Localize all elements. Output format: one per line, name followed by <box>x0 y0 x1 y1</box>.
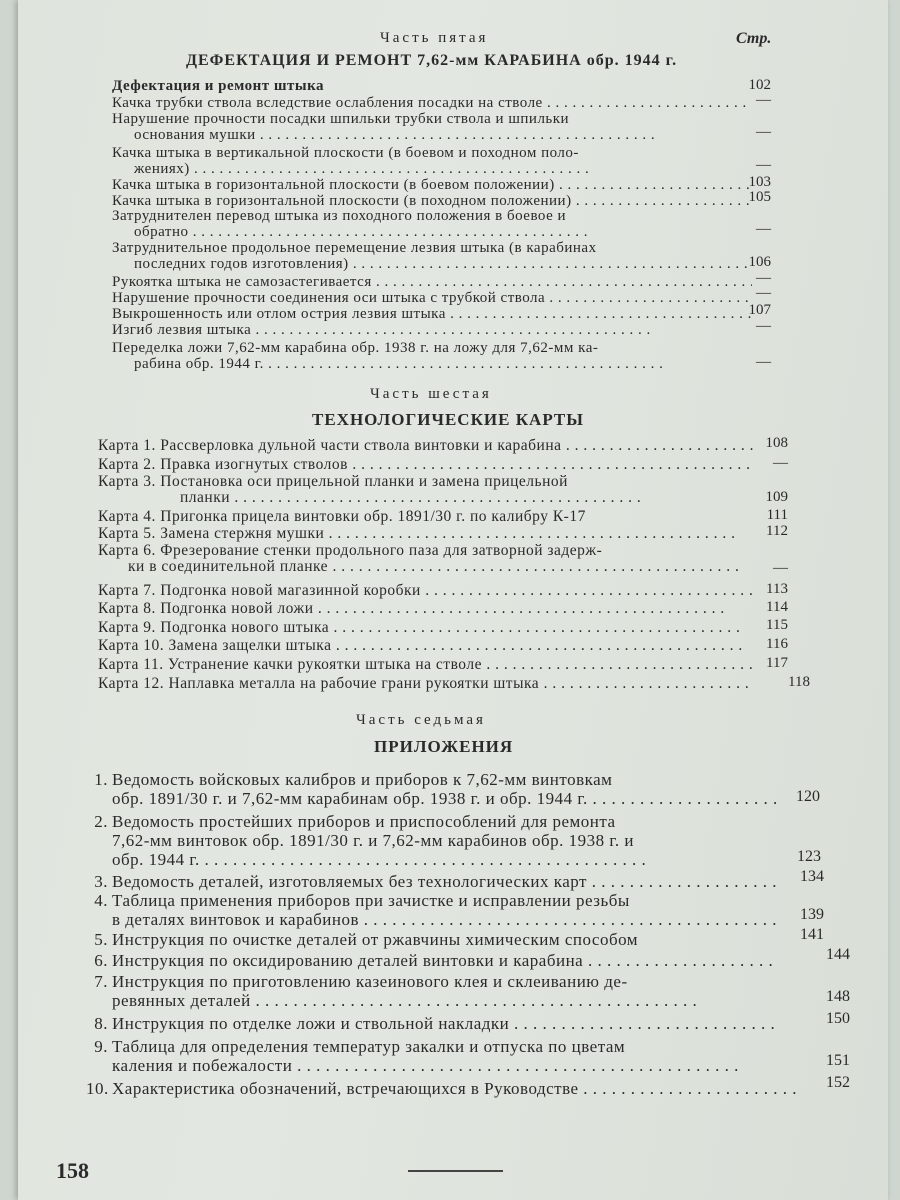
toc-page-number: — <box>756 221 771 237</box>
toc-entry: Качка штыка в вертикальной плоскости (в боевом и походном поло- жениях) . . . <box>112 145 752 177</box>
toc-page-number: 134 <box>800 868 824 885</box>
toc-page-number: — <box>773 560 788 576</box>
toc-entry: Карта 12. Наплавка металла на рабочие грани рукоятки штыка . . . <box>98 676 753 692</box>
toc-entry: Карта 3. Постановка оси прицельной планки и замена прицельной планки . . . <box>98 474 753 506</box>
part6-heading: ТЕХНОЛОГИЧЕСКИЕ КАРТЫ <box>312 410 584 429</box>
toc-page-number: 103 <box>748 174 771 190</box>
toc-page-number: 117 <box>766 655 788 671</box>
page-number: 158 <box>56 1158 89 1183</box>
toc-page-number: 118 <box>788 674 810 690</box>
toc-page-number: 105 <box>748 189 771 205</box>
toc-page-number: 108 <box>765 435 788 451</box>
toc-page-number: — <box>756 92 771 108</box>
part7-heading: ПРИЛОЖЕНИЯ <box>374 737 514 756</box>
toc-entry: 8. Инструкция по отделке ложи и ствольной накладки . . . <box>86 1014 776 1033</box>
toc-page-number: — <box>756 354 771 370</box>
book-page <box>18 0 888 1200</box>
toc-entry: Выкрошенность или отлом острия лезвия штыка . . . <box>112 306 752 322</box>
toc-page-number: — <box>756 270 771 286</box>
toc-page-number: 109 <box>765 489 788 505</box>
toc-entry: Качка штыка в горизонтальной плоскости (в боевом положении) . . . <box>112 177 752 193</box>
toc-entry: Дефектация и ремонт штыка <box>112 78 325 94</box>
toc-entry: 4. Таблица применения приборов при зачистке и исправлении резьбы в деталях винтовок и карабинов . . . <box>86 891 776 929</box>
toc-entry: Переделка ложи 7,62-мм карабина обр. 1938 г. на ложу для 7,62-мм ка- рабина обр. 1944 г. . . . <box>112 340 752 372</box>
toc-page-number: 112 <box>766 523 788 539</box>
toc-page-number: 113 <box>766 581 788 597</box>
toc-entry: Качка штыка в горизонтальной плоскости (в походном положении) . . . <box>112 193 752 209</box>
toc-page-number: 115 <box>766 617 788 633</box>
toc-page-number: — <box>756 318 771 334</box>
toc-entry: 7. Инструкция по приготовлению казеинового клея и склеиванию де- ревянных деталей . . . <box>86 972 776 1010</box>
toc-entry: Карта 2. Правка изогнутых стволов . . . <box>98 457 753 473</box>
toc-page-number: 114 <box>766 599 788 615</box>
toc-entry: Изгиб лезвия штыка . . . <box>112 322 752 338</box>
toc-entry: 2. Ведомость простейших приборов и приспособлений для ремонта 7,62-мм винтовок обр. 1891/30 г. и 7,62-мм карабинов обр. 1938 г. и обр. 1944 г. . . . <box>86 812 776 869</box>
toc-page-number: — <box>756 124 771 140</box>
toc-entry: 10. Характеристика обозначений, встречающихся в Руководстве . . . <box>86 1079 796 1098</box>
toc-page-number: 116 <box>766 636 788 652</box>
toc-entry: Карта 9. Подгонка нового штыка . . . <box>98 620 753 636</box>
toc-page-number: 141 <box>800 926 824 943</box>
toc-entry: 6. Инструкция по оксидированию деталей винтовки и карабина . . . <box>86 951 776 970</box>
page-column-label: Стр. <box>736 30 772 47</box>
toc-page-number: 148 <box>826 988 850 1005</box>
part5-heading: ДЕФЕКТАЦИЯ И РЕМОНТ 7,62-мм КАРАБИНА обр. 1944 г. <box>186 52 678 69</box>
toc-page-number: — <box>773 455 788 471</box>
toc-entry: Карта 8. Подгонка новой ложи . . . <box>98 601 753 617</box>
toc-entry: Рукоятка штыка не самозастегивается . . . <box>112 274 752 290</box>
toc-entry: 1. Ведомость войсковых калибров и приборов к 7,62-мм винтовкам обр. 1891/30 г. и 7,62-мм карабинам обр. 1938 г. и обр. 1944 г. . . . <box>86 770 776 808</box>
toc-entry: Качка трубки ствола вследствие ослабления посадки на стволе . . . <box>112 95 752 111</box>
toc-entry: Карта 5. Замена стержня мушки . . . <box>98 526 753 542</box>
toc-entry: 9. Таблица для определения температур закалки и отпуска по цветам каления и побежалости . . . <box>86 1037 796 1075</box>
footer-rule <box>408 1170 503 1172</box>
toc-page-number: — <box>756 285 771 301</box>
toc-page-number: 144 <box>826 946 850 963</box>
toc-entry: Карта 10. Замена защелки штыка . . . <box>98 638 753 654</box>
toc-entry: Карта 4. Пригонка прицела винтовки обр. 1891/30 г. по калибру К-17 <box>98 509 586 525</box>
toc-page-number: — <box>756 157 771 173</box>
toc-entry: Затруднительное продольное перемещение лезвия штыка (в карабинах последних годов изготовления) . . . <box>112 240 752 272</box>
toc-entry: 3. Ведомость деталей, изготовляемых без технологических карт . . . <box>86 872 776 891</box>
part6-title: Часть шестая <box>370 386 492 402</box>
toc-page-number: 120 <box>796 788 820 805</box>
toc-entry: Карта 6. Фрезерование стенки продольного паза для затворной задерж- ки в соединительной планке . . . <box>98 543 753 575</box>
toc-entry: Карта 7. Подгонка новой магазинной коробки . . . <box>98 583 753 599</box>
toc-entry: 5. Инструкция по очистке деталей от ржавчины химическим способом <box>94 930 639 949</box>
toc-page-number: 123 <box>797 848 821 865</box>
toc-page-number: 106 <box>748 254 771 270</box>
toc-page-number: 152 <box>826 1074 850 1091</box>
toc-entry: Затруднителен перевод штыка из походного положения в боевое и обратно . . . <box>112 208 752 240</box>
toc-page-number: 139 <box>800 906 824 923</box>
part5-title: Часть пятая <box>380 30 489 46</box>
toc-entry: Карта 1. Рассверловка дульной части ствола винтовки и карабина . . . <box>98 438 753 454</box>
toc-page-number: 150 <box>826 1010 850 1027</box>
toc-entry: Нарушение прочности посадки шпильки трубки ствола и шпильки основания мушки . . . <box>112 111 752 143</box>
toc-page-number: 111 <box>766 507 788 523</box>
toc-page-number: 107 <box>748 302 771 318</box>
toc-page-number: 151 <box>826 1052 850 1069</box>
toc-entry: Нарушение прочности соединения оси штыка с трубкой ствола . . . <box>112 290 752 306</box>
toc-page-number: 102 <box>748 77 771 93</box>
toc-entry: Карта 11. Устранение качки рукоятки штыка на стволе . . . <box>98 657 753 673</box>
part7-title: Часть седьмая <box>356 712 486 728</box>
